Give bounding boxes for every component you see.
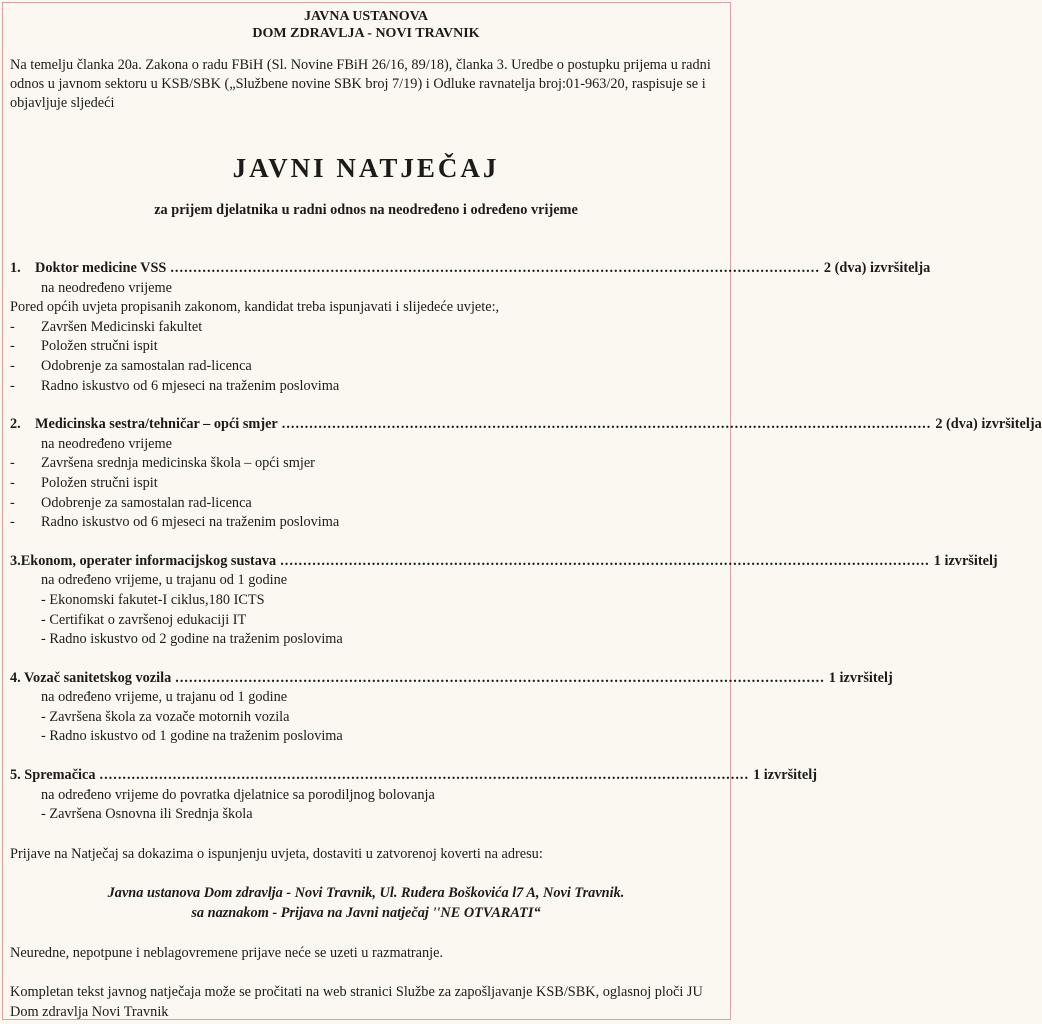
list-item: - Radno iskustvo od 1 godine na traženim poslovima [41, 728, 343, 745]
position-2 [10, 415, 1042, 533]
footer-paragraph: Kompletan tekst javnog natječaja može se pročitati na web stranici Službe za zapošljavanje KSB/SBK, oglasnoj ploči JU Dom zdravlja Novi Travnik [10, 984, 703, 1020]
leader-dots: .............................................................................................................................................. [280, 552, 930, 569]
leader-dots: .............................................................................................................................................. [99, 767, 750, 784]
position-1-count: 2 (dva) izvršitelja [823, 260, 931, 276]
address-line-2: sa naznakom - Prijava na Javni natječaj ''NE OTVARATI“ [191, 905, 541, 922]
list-item: na određeno vrijeme do povratka djelatnice sa porodiljnog bolovanja [41, 786, 435, 803]
list-item: - Certifikat o završenoj edukaciji IT [41, 611, 247, 628]
position-4 [10, 669, 893, 747]
document-title: JAVNI NATJEČAJ [232, 153, 500, 183]
position-3-count: 1 izvršitelj [933, 552, 998, 569]
position-4-heading [10, 669, 893, 689]
position-1-title: 1. Doktor medicine VSS [10, 260, 167, 276]
list-item: - Završena Osnovna ili Srednja škola [41, 806, 253, 823]
position-2-term: na neodređeno vrijeme [41, 435, 172, 452]
institution-line-2: DOM ZDRAVLJA - NOVI TRAVNIK [252, 26, 480, 41]
list-item: - Ekonomski fakutet-I ciklus,180 ICTS [41, 591, 265, 608]
position-4-title: 4. Vozač sanitetskog vozila [10, 669, 172, 686]
position-2-heading [10, 415, 1042, 435]
position-1 [10, 259, 931, 396]
applications-paragraph: Prijave na Natječaj sa dokazima o ispunjenju uvjeta, dostaviti u zatvorenoj koverti na adresu: [10, 845, 543, 862]
position-5-count: 1 izvršitelj [753, 767, 817, 784]
position-5-heading [10, 766, 817, 786]
position-2-title: 2. Medicinska sestra/tehničar – opći smjer [10, 416, 278, 433]
position-3-heading [10, 552, 998, 572]
position-2-count: 2 (dva) izvršitelja [935, 416, 1042, 433]
list-item: - Položen stručni ispit [10, 474, 158, 491]
list-item: - Položen stručni ispit [10, 338, 158, 355]
list-item: - Radno iskustvo od 2 godine na traženim poslovima [41, 631, 343, 648]
position-4-count: 1 izvršitelj [828, 669, 893, 686]
document-subtitle: za prijem djelatnika u radni odnos na neodređeno i određeno vrijeme [154, 202, 578, 218]
position-5-title: 5. Spremačica [10, 767, 96, 784]
institution-line-1: JAVNA USTANOVA [303, 9, 429, 24]
address-line-1: Javna ustanova Dom zdravlja - Novi Travnik, Ul. Ruđera Boškovića l7 A, Novi Travnik. [107, 885, 625, 902]
document-page [10, 8, 1042, 1022]
list-item: - Radno iskustvo od 6 mjeseci na traženim poslovima [10, 514, 340, 531]
position-1-heading [10, 259, 931, 279]
position-5 [10, 766, 817, 825]
intro-paragraph: Na temelju članka 20a. Zakona o radu FBiH (Sl. Novine FBiH 26/16, 89/18), članka 3. Uredbe o postupku prijema u radni odnos u javnom sektoru u KSB/SBK („Službene novine SBK broj 7/19) i Odluke ravnatelja broj:01-963/20, raspisuje se i objavljuje sljedeći [10, 57, 711, 111]
leader-dots: .............................................................................................................................................. [175, 669, 825, 686]
list-item: - Završena srednja medicinska škola – opći smjer [10, 455, 315, 472]
list-item: - Završena škola za vozače motornih vozila [41, 708, 290, 725]
list-item: - Odobrenje za samostalan rad-licenca [10, 357, 252, 374]
notice-paragraph: Neuredne, nepotpune i neblagovremene prijave neće se uzeti u razmatranje. [10, 944, 444, 961]
list-item: na određeno vrijeme, u trajanu od 1 godine [41, 572, 288, 589]
position-1-conditions: Pored općih uvjeta propisanih zakonom, kandidat treba ispunjavati i slijedeće uvjete:, [10, 299, 500, 316]
position-3 [10, 552, 998, 650]
list-item: na određeno vrijeme, u trajanu od 1 godine [41, 689, 288, 706]
leader-dots: .............................................................................................................................................. [170, 260, 820, 276]
list-item: - Završen Medicinski fakultet [10, 318, 203, 335]
list-item: - Radno iskustvo od 6 mjeseci na traženim poslovima [10, 377, 340, 394]
position-3-title: 3.Ekonom, operater informacijskog sustava [10, 552, 277, 569]
position-1-term: na neodređeno vrijeme [41, 279, 172, 296]
leader-dots: .............................................................................................................................................. [281, 416, 932, 433]
list-item: - Odobrenje za samostalan rad-licenca [10, 494, 252, 511]
